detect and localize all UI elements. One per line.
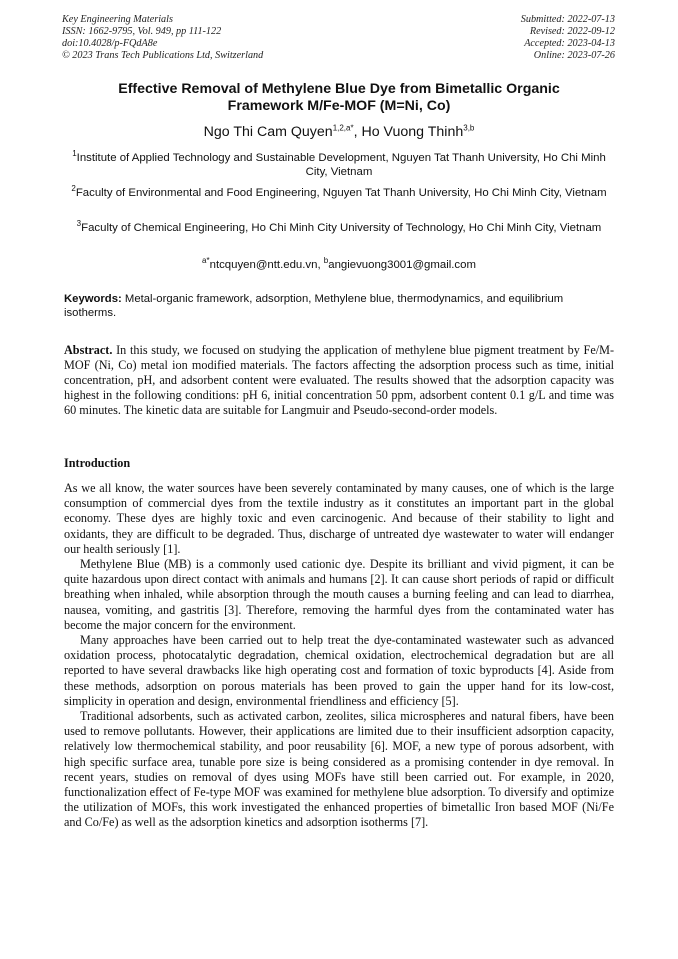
abstract bbox=[64, 343, 614, 418]
paragraph: As we all know, the water sources have been severely contaminated by many causes, one of which is the large consumption of commercial dyes from the textile industry as it constitutes an important part in the global economy. These dyes are highly toxic and even carcinogenic. And because of their stability to light and oxidants, they are difficult to be degraded. Thus, discharge of untreated dye wastewater to water will endanger our health seriously [1]. bbox=[64, 481, 614, 556]
email-address[interactable]: ntcquyen@ntt.edu.vn bbox=[209, 259, 318, 271]
paragraph: Many approaches have been carried out to help treat the dye-contaminated wastewater such as advanced oxidation process, photocatalytic degradation, chemical oxidation, electrochemical degradation but are all reported to have several drawbacks like high operating cost and formation of toxic byproducts [4]. Aside from these methods, adsorption on porous materials has been proved to gain the upper hand for its low-cost, simplicity in operation and design, environmental friendliness and efficiency [5]. bbox=[64, 633, 614, 708]
paper-title bbox=[60, 81, 618, 115]
affiliation-2 bbox=[64, 186, 614, 200]
title-line-1: Effective Removal of Methylene Blue Dye from Bimetallic Organic bbox=[118, 81, 560, 97]
author-name: Ho Vuong Thinh bbox=[361, 124, 464, 140]
submitted-date: Submitted: 2022-07-13 bbox=[520, 14, 615, 25]
affiliation-3 bbox=[64, 221, 614, 235]
affiliation-number: 3 bbox=[76, 219, 82, 229]
paragraph: Traditional adsorbents, such as activated carbon, zeolites, silica microspheres and natural fibers, have been used to remove pollutants. However, their applications are limited due to their insufficient adsorption capacity, relatively low thermochemical stability, and poor reusability [6]. MOF, a new type of porous adsorbent, with high specific surface area, tunable pore size is being considered as a promising contender in dye removal. In recent years, studies on removal of dyes using MOFs have still been carried out. For example, in 2020, functionalization effect of Fe-type MOF was examined for methylene blue adsorption. To diversify and optimize the utilization of MOFs, this work investigated the enhanced properties of bimetallic Iron based MOF (Ni/Fe and Co/Fe) as well as the adsorption kinetics and adsorption isotherms [7]. bbox=[64, 709, 614, 830]
accepted-date: Accepted: 2023-04-13 bbox=[524, 38, 615, 49]
keywords bbox=[64, 292, 614, 320]
title-line-2: Framework M/Fe-MOF (M=Ni, Co) bbox=[227, 98, 451, 114]
affiliation-text: Institute of Applied Technology and Sustainable Development, Nguyen Tat Thanh University, Ho Chi Minh City, Vietnam bbox=[76, 152, 606, 178]
issn: ISSN: 1662-9795, Vol. 949, pp 111-122 bbox=[62, 26, 222, 37]
journal-name: Key Engineering Materials bbox=[62, 14, 173, 25]
section-heading: Introduction bbox=[64, 456, 131, 470]
abstract-text: In this study, we focused on studying the application of methylene blue pigment treatment by Fe/M-MOF (Ni, Co) metal ion modified materials. The factors affecting the adsorption process such as time, initial concentration, pH, and adsorbent content were evaluated. The results showed that the adsorption capacity was highest in the following conditions: pH 6, initial concentration 50 ppm, adsorbent content 0.1 g/L and time was 60 minutes. The kinetic data are suitable for Langmuir and Pseudo-second-order models. bbox=[64, 343, 615, 417]
affiliation-number: 2 bbox=[71, 184, 76, 194]
revised-date: Revised: 2022-09-12 bbox=[529, 26, 615, 37]
paragraph: Methylene Blue (MB) is a commonly used cationic dye. Despite its brilliant and vivid pigment, it can be quite hazardous upon direct contact with animals and humans [2]. It can cause short periods of rapid or difficult breathing when inhaled, while absorption through the mouth causes a burning feeling and can lead to diarrhea, nausea, vomiting, and gastritis [3]. Therefore, removing the harmful dyes from the contaminated water has become the major concern for the environment. bbox=[64, 557, 614, 632]
online-date: Online: 2023-07-26 bbox=[533, 50, 615, 61]
affiliation-text: Faculty of Environmental and Food Engineering, Nguyen Tat Thanh University, Ho Chi Minh City, Vietnam bbox=[75, 187, 607, 199]
author-superscript: 1,2,a* bbox=[332, 123, 354, 133]
email-address[interactable]: angievuong3001@gmail.com bbox=[328, 259, 476, 271]
introduction-body bbox=[64, 481, 614, 831]
keywords-label: Keywords: bbox=[64, 293, 122, 305]
affiliation-number: 1 bbox=[72, 149, 77, 159]
author-superscript: 3,b bbox=[463, 123, 475, 133]
email-separator: , bbox=[317, 259, 324, 271]
email-superscript: b bbox=[323, 256, 329, 266]
email-superscript: a* bbox=[202, 256, 210, 266]
author-separator: , bbox=[353, 124, 362, 140]
author-name: Ngo Thi Cam Quyen bbox=[203, 124, 333, 140]
abstract-label: Abstract. bbox=[64, 343, 113, 357]
author-emails bbox=[64, 258, 614, 272]
doi[interactable]: doi:10.4028/p-FQdA8e bbox=[62, 38, 158, 49]
affiliation-1 bbox=[64, 151, 614, 179]
journal-header-right bbox=[521, 14, 615, 62]
affiliation-text: Faculty of Chemical Engineering, Ho Chi Minh City University of Technology, Ho Chi Minh City, Vietnam bbox=[81, 222, 602, 234]
journal-header-left bbox=[62, 14, 263, 62]
copyright: © 2023 Trans Tech Publications Ltd, Switzerland bbox=[62, 50, 264, 61]
keywords-text: Metal-organic framework, adsorption, Methylene blue, thermodynamics, and equilibrium isotherms. bbox=[64, 293, 564, 319]
author-list bbox=[60, 124, 618, 141]
